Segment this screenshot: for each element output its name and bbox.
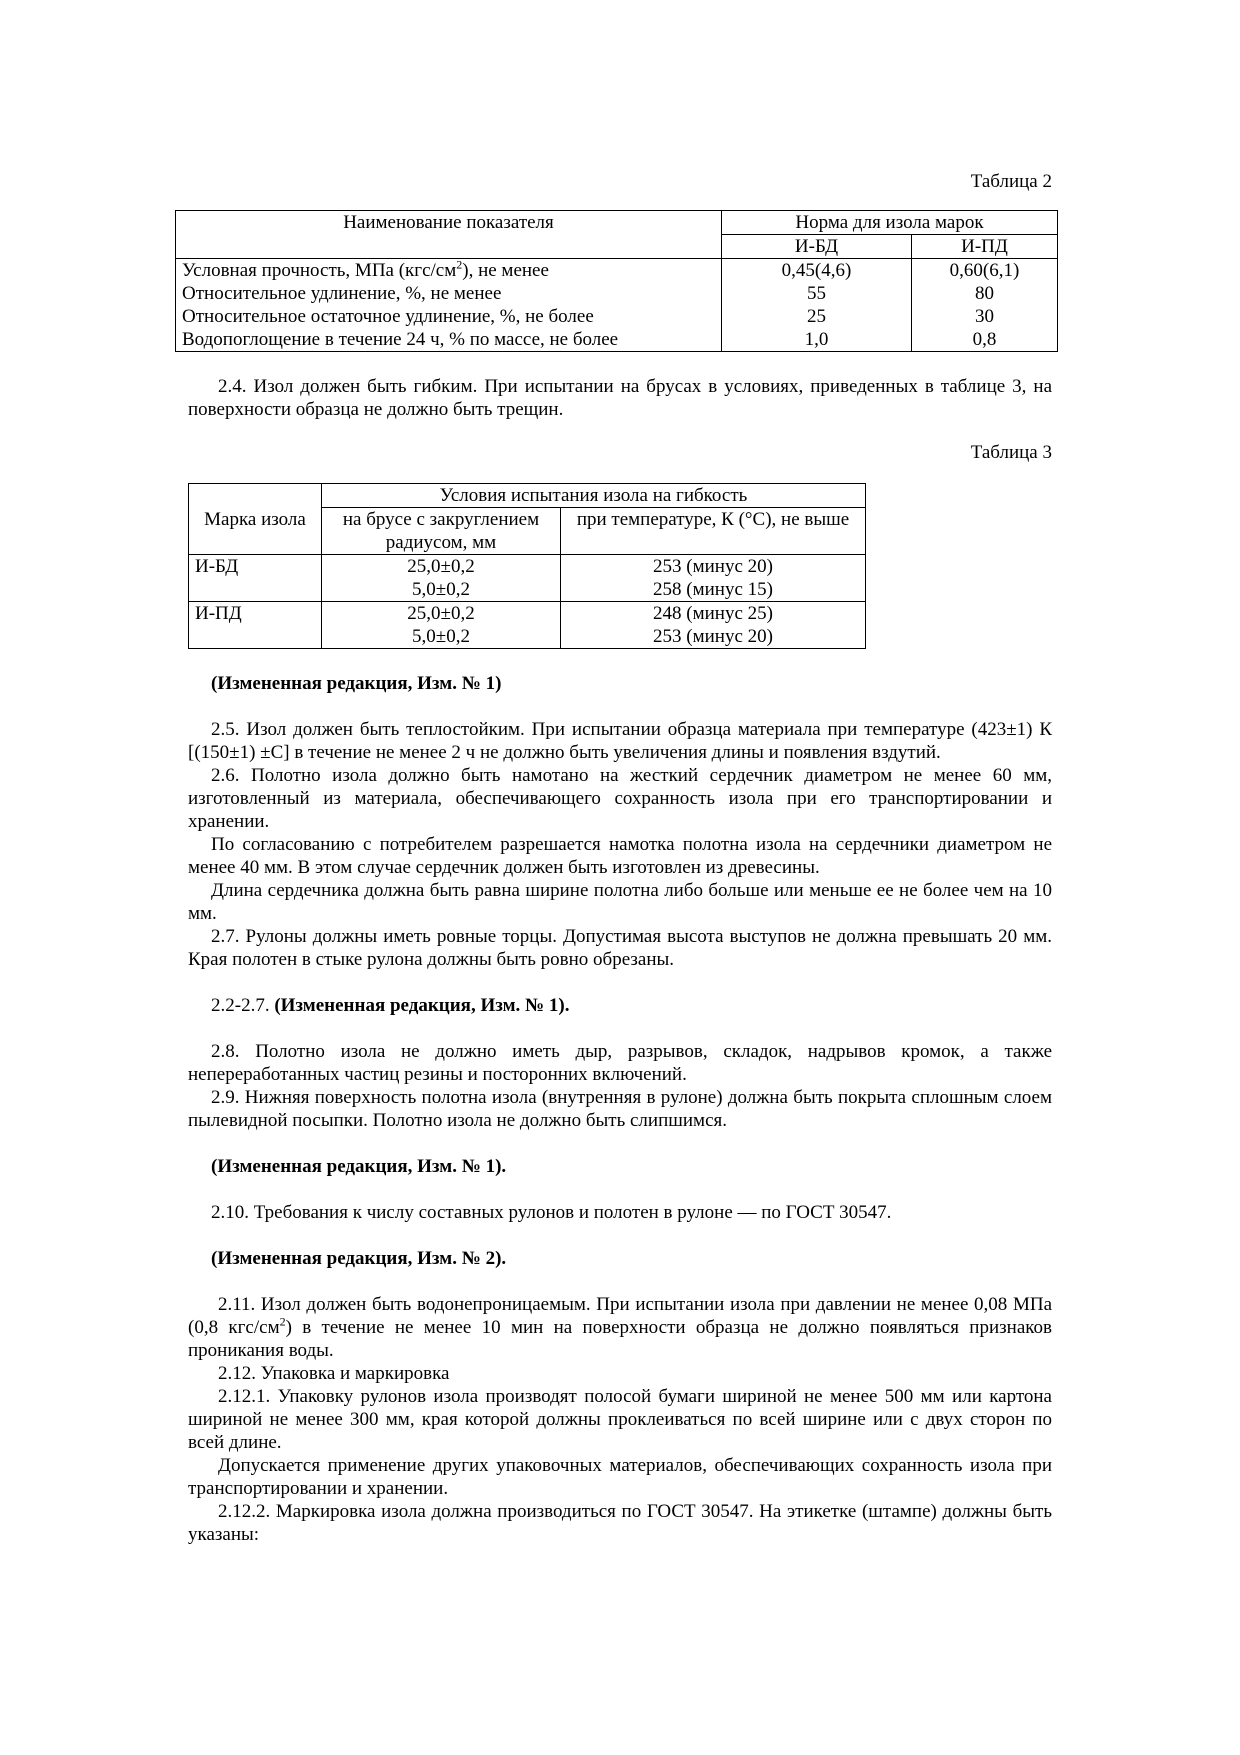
table2-cell-name: Условная прочность, МПа $(кгс/см^2)$, не менее	[176, 259, 722, 283]
table2-cell-value: 80	[912, 282, 1058, 305]
table3-header-row	[189, 484, 866, 508]
table-row	[176, 328, 1058, 352]
table3-header-radius: на брусе с закруглением радиусом, мм	[322, 508, 561, 555]
amendment-note-3: (Измененная редакция, Изм. № 1).	[211, 1156, 507, 1177]
table2-cell-value: 55	[722, 282, 912, 305]
table3-cell-radius: 25,0±0,2 5,0±0,2	[322, 602, 561, 649]
table2-cell-value: 0,8	[912, 328, 1058, 352]
paragraph-2-6: 2.6. Полотно изола должно быть намотано на жесткий сердечник диаметром не менее 60 мм, изготовленный из материала, обеспечивающего сохранность изола при его транспортировании и хранении.	[188, 765, 1052, 832]
amendment-note-2: 2.2-2.7. (Измененная редакция, Изм. № 1).	[211, 995, 570, 1016]
table-row	[189, 602, 866, 649]
paragraph-2-12-1: 2.12.1. Упаковку рулонов изола производят полосой бумаги шириной не менее 500 мм или картона шириной не менее 300 мм, края которой должны проклеиваться по всей ширине или с двух сторон по всей длине.	[188, 1386, 1052, 1453]
paragraph-2-10: 2.10. Требования к числу составных рулонов и полотен в рулоне — по ГОСТ 30547.	[211, 1202, 892, 1223]
paragraph-allowed: Допускается применение других упаковочных материалов, обеспечивающих сохранность изола при транспортировании и хранении.	[188, 1455, 1052, 1499]
paragraph-agreement: По согласованию с потребителем разрешается намотка полотна изола на сердечники диаметром не менее 40 мм. В этом случае сердечник должен быть изготовлен из древесины.	[188, 834, 1052, 878]
table2-cell-name: Относительное остаточное удлинение, %, не более	[176, 305, 722, 328]
document-page	[182, 170, 1052, 1546]
table-row	[189, 555, 866, 602]
table2-header-row	[176, 211, 1058, 235]
amendment-note-1: (Измененная редакция, Изм. № 1)	[211, 673, 502, 694]
table3-caption: Таблица 3	[970, 442, 1052, 463]
table3-cell-temp: 248 (минус 25) 253 (минус 20)	[561, 602, 866, 649]
table2-cell-name: Относительное удлинение, %, не менее	[176, 282, 722, 305]
table2-cell-value: 30	[912, 305, 1058, 328]
amendment-note-4: (Измененная редакция, Изм. № 2).	[211, 1248, 507, 1269]
table-row	[176, 259, 1058, 283]
table2-header-norm: Норма для изола марок	[722, 211, 1058, 235]
table-row	[176, 305, 1058, 328]
table3-cell-grade: И-БД	[189, 555, 322, 602]
table2	[175, 210, 1058, 352]
paragraph-2-12: 2.12. Упаковка и маркировка	[218, 1363, 450, 1384]
table2-cell-value: 1,0	[722, 328, 912, 352]
paragraph-2-7: 2.7. Рулоны должны иметь ровные торцы. Допустимая высота выступов не должна превышать 20 мм. Края полотен в стыке рулона должны быть ровно обрезаны.	[188, 926, 1052, 970]
table2-cell-value: 25	[722, 305, 912, 328]
table3-header-temp: при температуре, К (°С), не выше	[561, 508, 866, 555]
paragraph-2-11: 2.11. Изол должен быть водонепроницаемым. При испытании изола при давлении не менее 0,08 МПа (0,8 кгс/$см^2$) в течение не менее 10 мин на поверхности образца не должно появляться признаков проникания воды.	[188, 1294, 1052, 1361]
table2-cell-name: Водопоглощение в течение 24 ч, % по массе, не более	[176, 328, 722, 352]
paragraph-core-length: Длина сердечника должна быть равна ширине полотна либо больше или меньше ее не более чем на 10 мм.	[188, 880, 1052, 924]
table2-header-indicator: Наименование показателя	[176, 211, 722, 259]
paragraph-2-4: 2.4. Изол должен быть гибким. При испытании на брусах в условиях, приведенных в таблице 3, на поверхности образца не должно быть трещин.	[188, 376, 1052, 420]
paragraph-2-12-2: 2.12.2. Маркировка изола должна производиться по ГОСТ 30547. На этикетке (штампе) должны быть указаны:	[188, 1501, 1052, 1545]
table3-header-grade: Марка изола	[189, 484, 322, 555]
table2-cell-value: 0,45(4,6)	[722, 259, 912, 283]
table2-caption: Таблица 2	[970, 171, 1052, 192]
table-row	[176, 282, 1058, 305]
table3-header-conditions: Условия испытания изола на гибкость	[322, 484, 866, 508]
table3-cell-radius: 25,0±0,2 5,0±0,2	[322, 555, 561, 602]
paragraph-2-9: 2.9. Нижняя поверхность полотна изола (внутренняя в рулоне) должна быть покрыта сплошным слоем пылевидной посыпки. Полотно изола не должно быть слипшимся.	[188, 1087, 1052, 1131]
paragraph-2-5: 2.5. Изол должен быть теплостойким. При испытании образца материала при температуре (423±1) К [(150±1) ±С] в течение не менее 2 ч не должно быть увеличения длины и появления вздутий.	[188, 719, 1052, 763]
paragraph-2-8: 2.8. Полотно изола не должно иметь дыр, разрывов, складок, надрывов кромок, а также непереработанных частиц резины и посторонних включений.	[188, 1041, 1052, 1085]
table2-header-grade2: И-ПД	[912, 235, 1058, 259]
table2-cell-value: 0,60(6,1)	[912, 259, 1058, 283]
table3-cell-grade: И-ПД	[189, 602, 322, 649]
table3	[188, 483, 866, 649]
table3-cell-temp: 253 (минус 20) 258 (минус 15)	[561, 555, 866, 602]
table2-header-grade1: И-БД	[722, 235, 912, 259]
